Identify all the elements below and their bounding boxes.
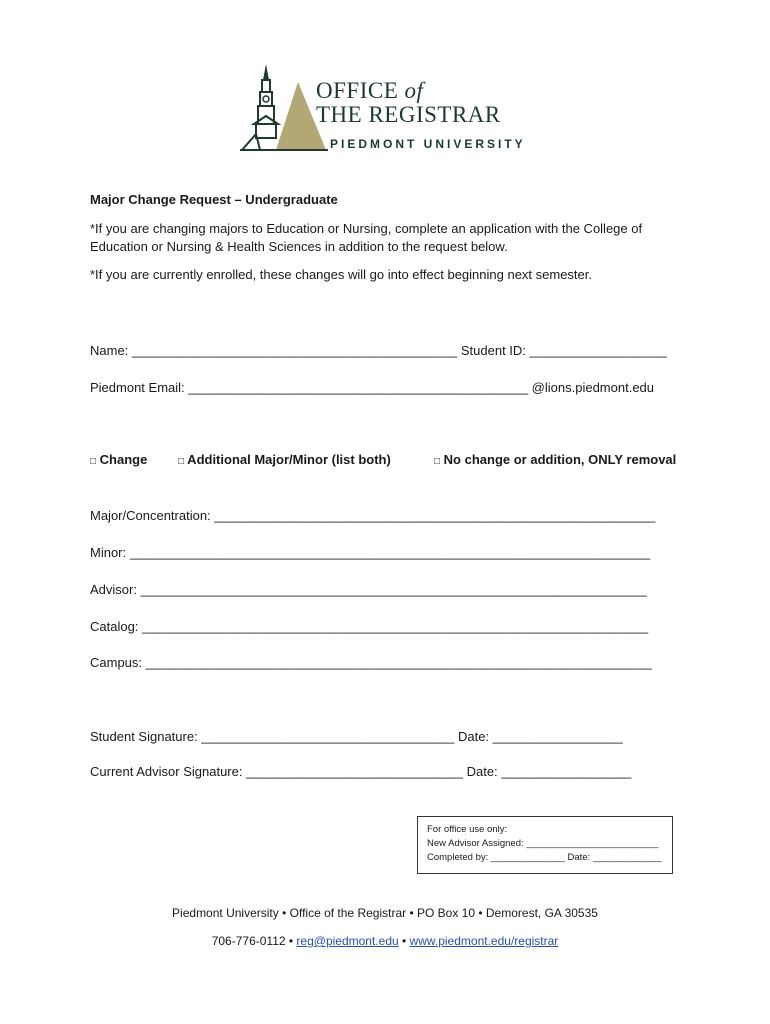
- option-change[interactable]: □ Change: [90, 452, 148, 467]
- new-advisor-assigned-field[interactable]: New Advisor Assigned: _________________________: [427, 838, 659, 849]
- footer-phone: 706-776-0112 •: [211, 934, 297, 948]
- office-use-heading: For office use only:: [427, 824, 508, 835]
- minor-field[interactable]: Minor: ________________________________________________________________________: [90, 545, 651, 560]
- office-use-box: [417, 816, 673, 874]
- logo-university: PIEDMONT UNIVERSITY: [330, 137, 526, 151]
- student-signature-field[interactable]: Student Signature: ___________________________________ Date: __________________: [90, 729, 623, 744]
- note-education-nursing: *If you are changing majors to Education or Nursing, complete an application with the College of Education or Nursing & Health Sciences in addition to the request below.: [90, 221, 643, 254]
- logo-title-line1: OFFICE of: [316, 78, 424, 103]
- completed-by-field[interactable]: Completed by: ______________ Date: _____________: [427, 852, 662, 863]
- footer-address: Piedmont University • Office of the Registrar • PO Box 10 • Demorest, GA 30535: [172, 906, 598, 920]
- logo-title-line2: THE REGISTRAR: [316, 102, 501, 127]
- major-concentration-field[interactable]: Major/Concentration: _____________________________________________________________: [90, 508, 656, 523]
- piedmont-email-field[interactable]: Piedmont Email: _______________________________________________ @lions.piedmont.edu: [90, 380, 655, 395]
- footer-separator: •: [398, 934, 410, 948]
- website-link[interactable]: www.piedmont.edu/registrar: [409, 934, 559, 948]
- note-enrollment: *If you are currently enrolled, these changes will go into effect beginning next semester.: [90, 267, 592, 282]
- checkbox-icon[interactable]: □: [90, 456, 97, 467]
- option-removal[interactable]: □ No change or addition, ONLY removal: [434, 452, 677, 467]
- campus-field[interactable]: Campus: ______________________________________________________________________: [90, 655, 652, 670]
- checkbox-icon[interactable]: □: [178, 456, 185, 467]
- catalog-field[interactable]: Catalog: ______________________________________________________________________: [90, 619, 649, 634]
- option-additional[interactable]: □ Additional Major/Minor (list both): [178, 452, 391, 467]
- email-link[interactable]: reg@piedmont.edu: [296, 934, 399, 948]
- form-title: Major Change Request – Undergraduate: [90, 192, 338, 207]
- advisor-signature-field[interactable]: Current Advisor Signature: ______________________________ Date: __________________: [90, 764, 632, 779]
- footer-contact: [0, 934, 770, 948]
- checkbox-icon[interactable]: □: [434, 456, 441, 467]
- name-student-id-field[interactable]: Name: _____________________________________________ Student ID: ___________________: [90, 343, 667, 358]
- advisor-field[interactable]: Advisor: ______________________________________________________________________: [90, 582, 647, 597]
